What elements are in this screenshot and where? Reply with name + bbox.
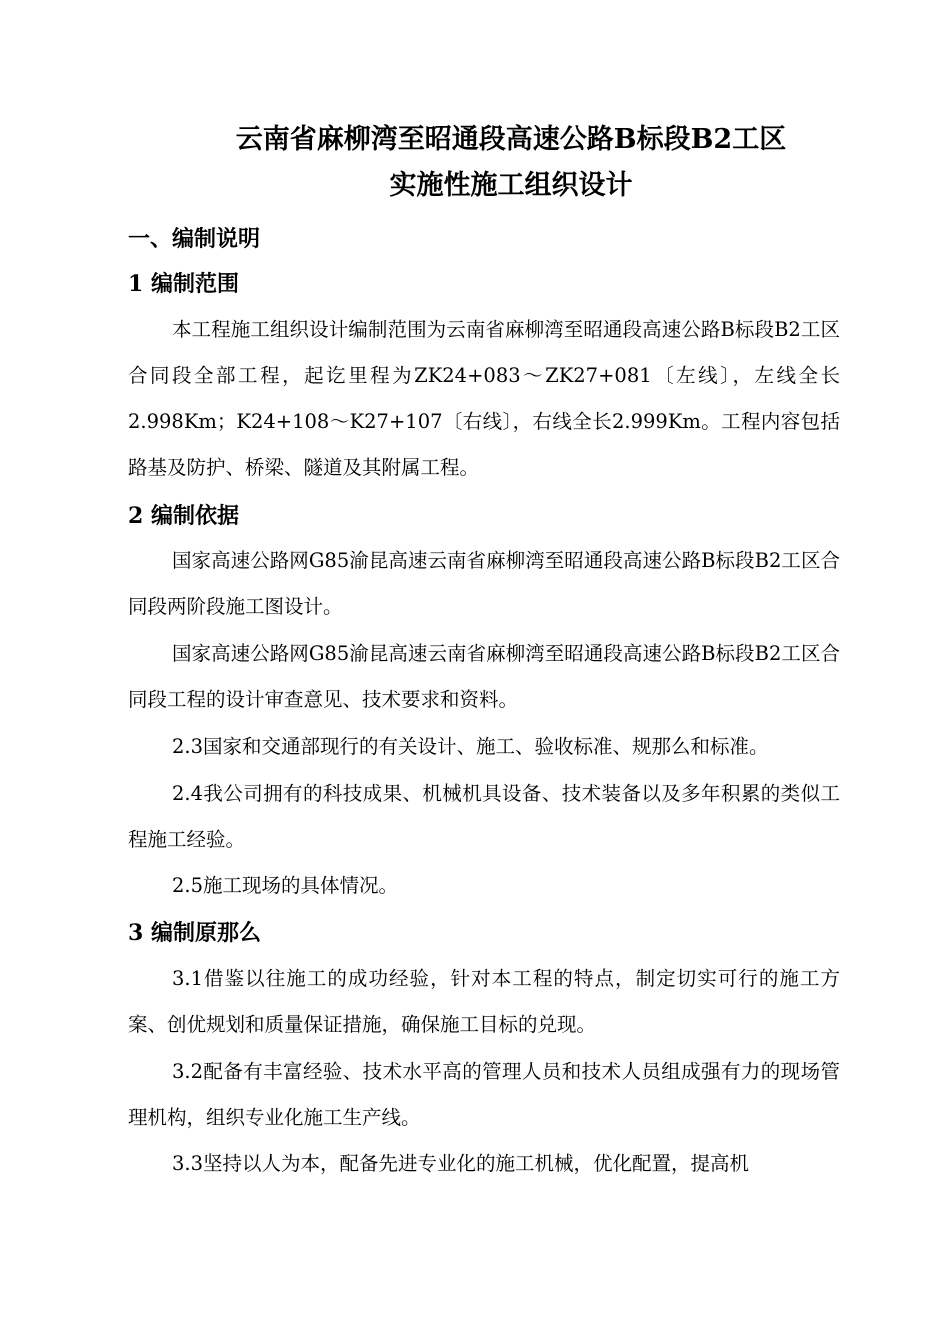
section-heading: 一、编制说明 bbox=[128, 226, 261, 252]
paragraph-principles-2: 3.2配备有丰富经验、技术水平高的管理人员和技术人员组成强有力的现场管理机构，组织专业化施工生产线。 bbox=[128, 1060, 840, 1129]
subsection-heading-basis: 2 编制依据 bbox=[128, 503, 239, 529]
document-title-line1: 云南省麻柳湾至昭通段高速公路B标段B2工区 bbox=[235, 124, 787, 155]
subsection-heading-scope: 1 编制范围 bbox=[128, 271, 239, 297]
paragraph-basis-5: 2.5施工现场的具体情况。 bbox=[172, 874, 399, 897]
paragraph-basis-4: 2.4我公司拥有的科技成果、机械机具设备、技术装备以及多年积累的类似工程施工经验。 bbox=[128, 782, 840, 851]
document-title-line2: 实施性施工组织设计 bbox=[389, 170, 633, 201]
subsection-heading-principles: 3 编制原那么 bbox=[128, 920, 261, 946]
paragraph-principles-1: 3.1借鉴以往施工的成功经验，针对本工程的特点，制定切实可行的施工方案、创优规划和质量保证措施，确保施工目标的兑现。 bbox=[128, 967, 840, 1036]
paragraph-basis-2: 国家高速公路网G85渝昆高速云南省麻柳湾至昭通段高速公路B标段B2工区合同段工程的设计审查意见、技术要求和资料。 bbox=[128, 642, 840, 711]
paragraph-basis-3: 2.3国家和交通部现行的有关设计、施工、验收标准、规那么和标准。 bbox=[172, 735, 769, 758]
paragraph-scope: 本工程施工组织设计编制范围为云南省麻柳湾至昭通段高速公路B标段B2工区合同段全部工程，起讫里程为ZK24+083～ZK27+081〔左线〕，左线全长2.998Km；K24+108～K27+107〔右线〕，右线全长2.999Km。工程内容包括路基及防护、桥梁、隧道及其附属工程。 bbox=[128, 318, 840, 479]
paragraph-principles-3: 3.3坚持以人为本，配备先进专业化的施工机械，优化配置，提高机 bbox=[172, 1152, 750, 1175]
paragraph-basis-1: 国家高速公路网G85渝昆高速云南省麻柳湾至昭通段高速公路B标段B2工区合同段两阶段施工图设计。 bbox=[128, 549, 840, 618]
